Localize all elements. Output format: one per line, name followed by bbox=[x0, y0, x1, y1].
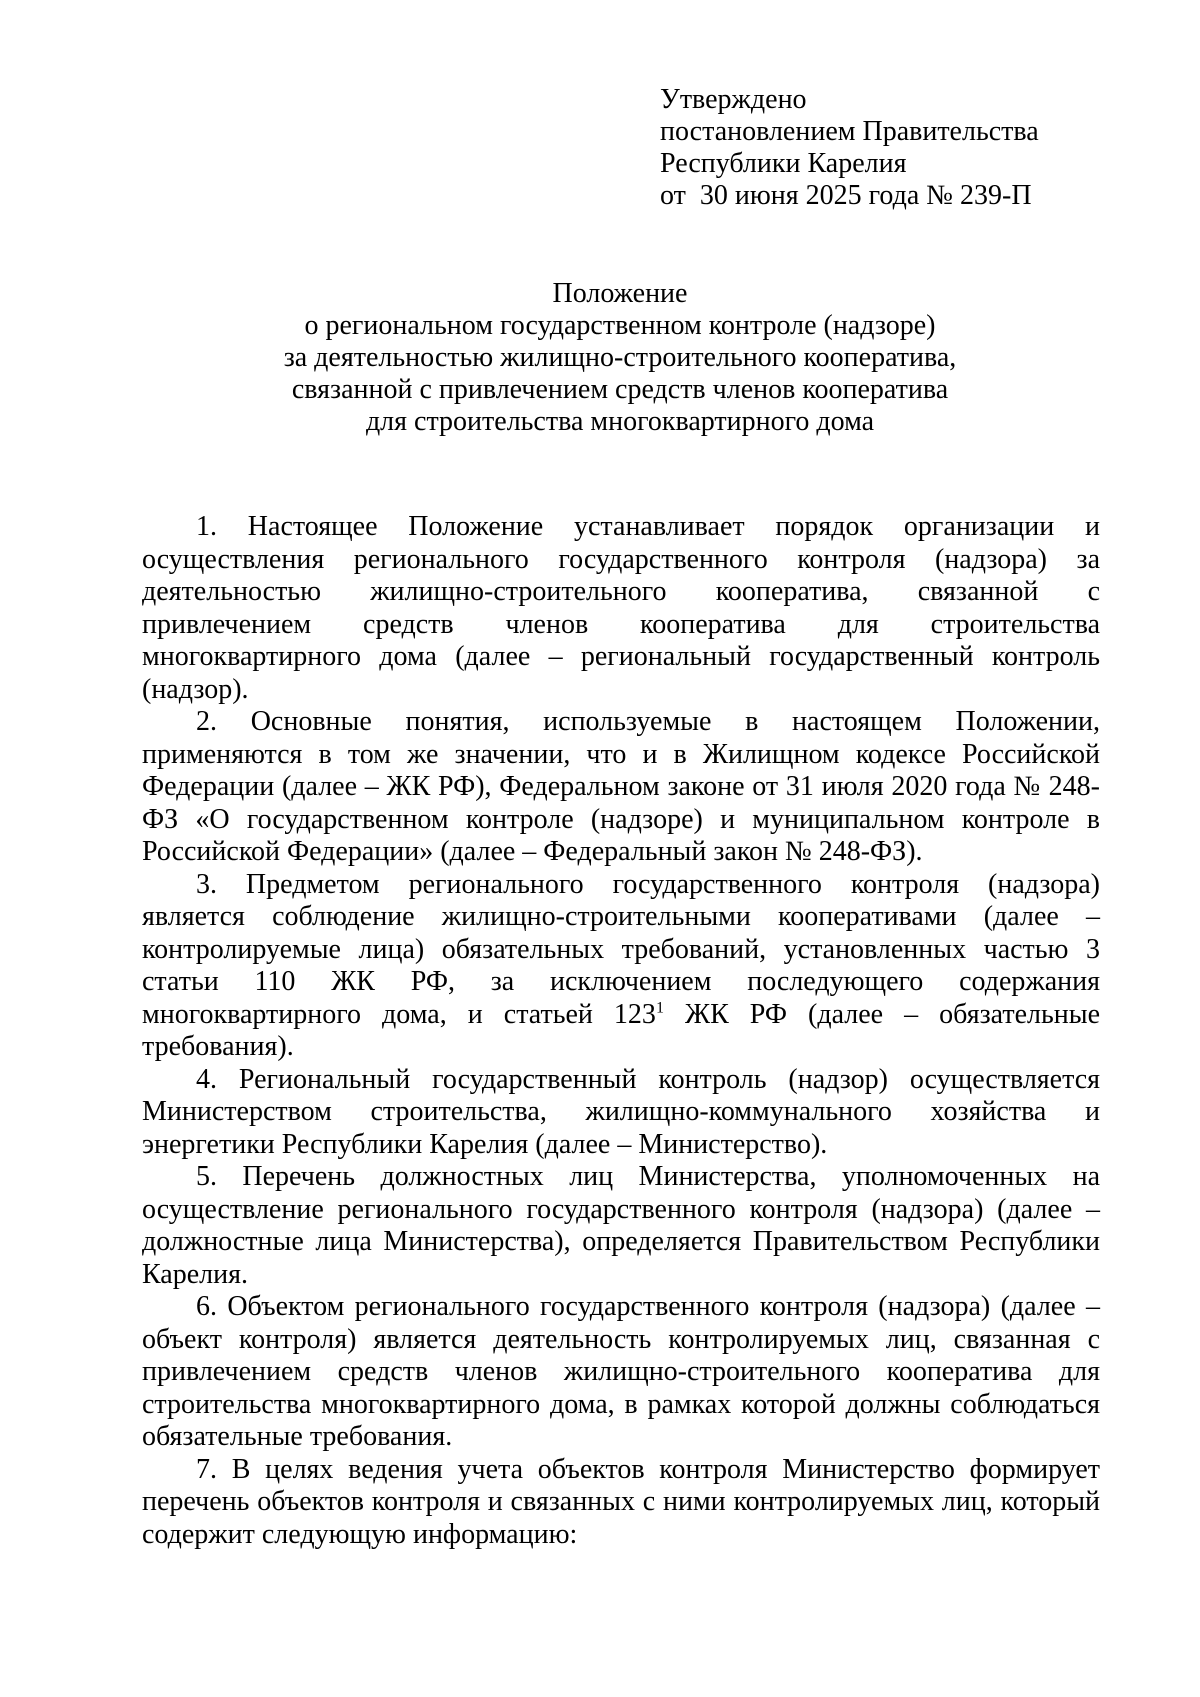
title-line: о региональном государственном контроле (надзоре) bbox=[304, 310, 936, 341]
paragraph-6: 6. Объектом регионального государственного контроля (надзора) (далее – объект контроля) является деятельность контролируемых лиц, связанная с привлечением средств членов жилищно-строительного кооператива для строительства многоквартирного дома, в рамках которой должны соблюдаться обязательные требования. bbox=[142, 1291, 1100, 1452]
paragraph-3 bbox=[142, 869, 1100, 1064]
paragraph-5: 5. Перечень должностных лиц Министерства, уполномоченных на осуществление регионального государственного контроля (надзора) (далее – должностные лица Министерства), определяется Правительством Республики Карелия. bbox=[142, 1161, 1100, 1290]
article-superscript: 1 bbox=[655, 999, 664, 1017]
approval-line: Республики Карелия bbox=[660, 148, 907, 179]
approval-block bbox=[660, 84, 1039, 212]
paragraph-4: 4. Региональный государственный контроль (надзор) осуществляется Министерством строительства, жилищно-коммунального хозяйства и энергетики Республики Карелия (далее – Министерство). bbox=[142, 1063, 1100, 1160]
paragraph-2: 2. Основные понятия, используемые в настоящем Положении, применяются в том же значении, что и в Жилищном кодексе Российской Федерации (далее – ЖК РФ), Федеральном законе от 31 июля 2020 года № 248-ФЗ «О государственном контроле (надзоре) и муниципальном контроле в Российской Федерации» (далее – Федеральный закон № 248-ФЗ). bbox=[142, 706, 1100, 867]
title-line: за деятельностью жилищно-строительного кооператива, bbox=[283, 342, 957, 373]
paragraph-3-text: 3. Предметом регионального государственного контроля (надзора) является соблюдение жилищно-строительными кооперативами (далее – контролируемые лица) обязательных требований, установленных частью 3 статьи 110 ЖК РФ, за исключением последующего содержания многоквартирного дома, и статьей 123 bbox=[142, 868, 1100, 1030]
approval-line: постановлением Правительства bbox=[660, 116, 1039, 147]
paragraph-1: 1. Настоящее Положение устанавливает порядок организации и осуществления регионального государственного контроля (надзора) за деятельностью жилищно-строительного кооператива, связанной с привлечением средств членов кооператива для строительства многоквартирного дома (далее – региональный государственный контроль (надзор). bbox=[142, 511, 1100, 705]
paragraph-3-text-end: ЖК РФ (далее – обязательные требования). bbox=[142, 998, 1101, 1062]
title-line: Положение bbox=[552, 278, 688, 309]
title-line: для строительства многоквартирного дома bbox=[365, 406, 875, 437]
title-line: связанной с привлечением средств членов кооператива bbox=[291, 374, 949, 405]
document-title bbox=[140, 278, 1100, 438]
approval-line: Утверждено bbox=[660, 84, 807, 115]
approval-date-line: от 30 июня 2025 года № 239-П bbox=[660, 180, 1032, 211]
document-body bbox=[142, 511, 1100, 1551]
paragraph-7: 7. В целях ведения учета объектов контроля Министерство формирует перечень объектов контроля и связанных с ними контролируемых лиц, который содержит следующую информацию: bbox=[142, 1453, 1100, 1550]
